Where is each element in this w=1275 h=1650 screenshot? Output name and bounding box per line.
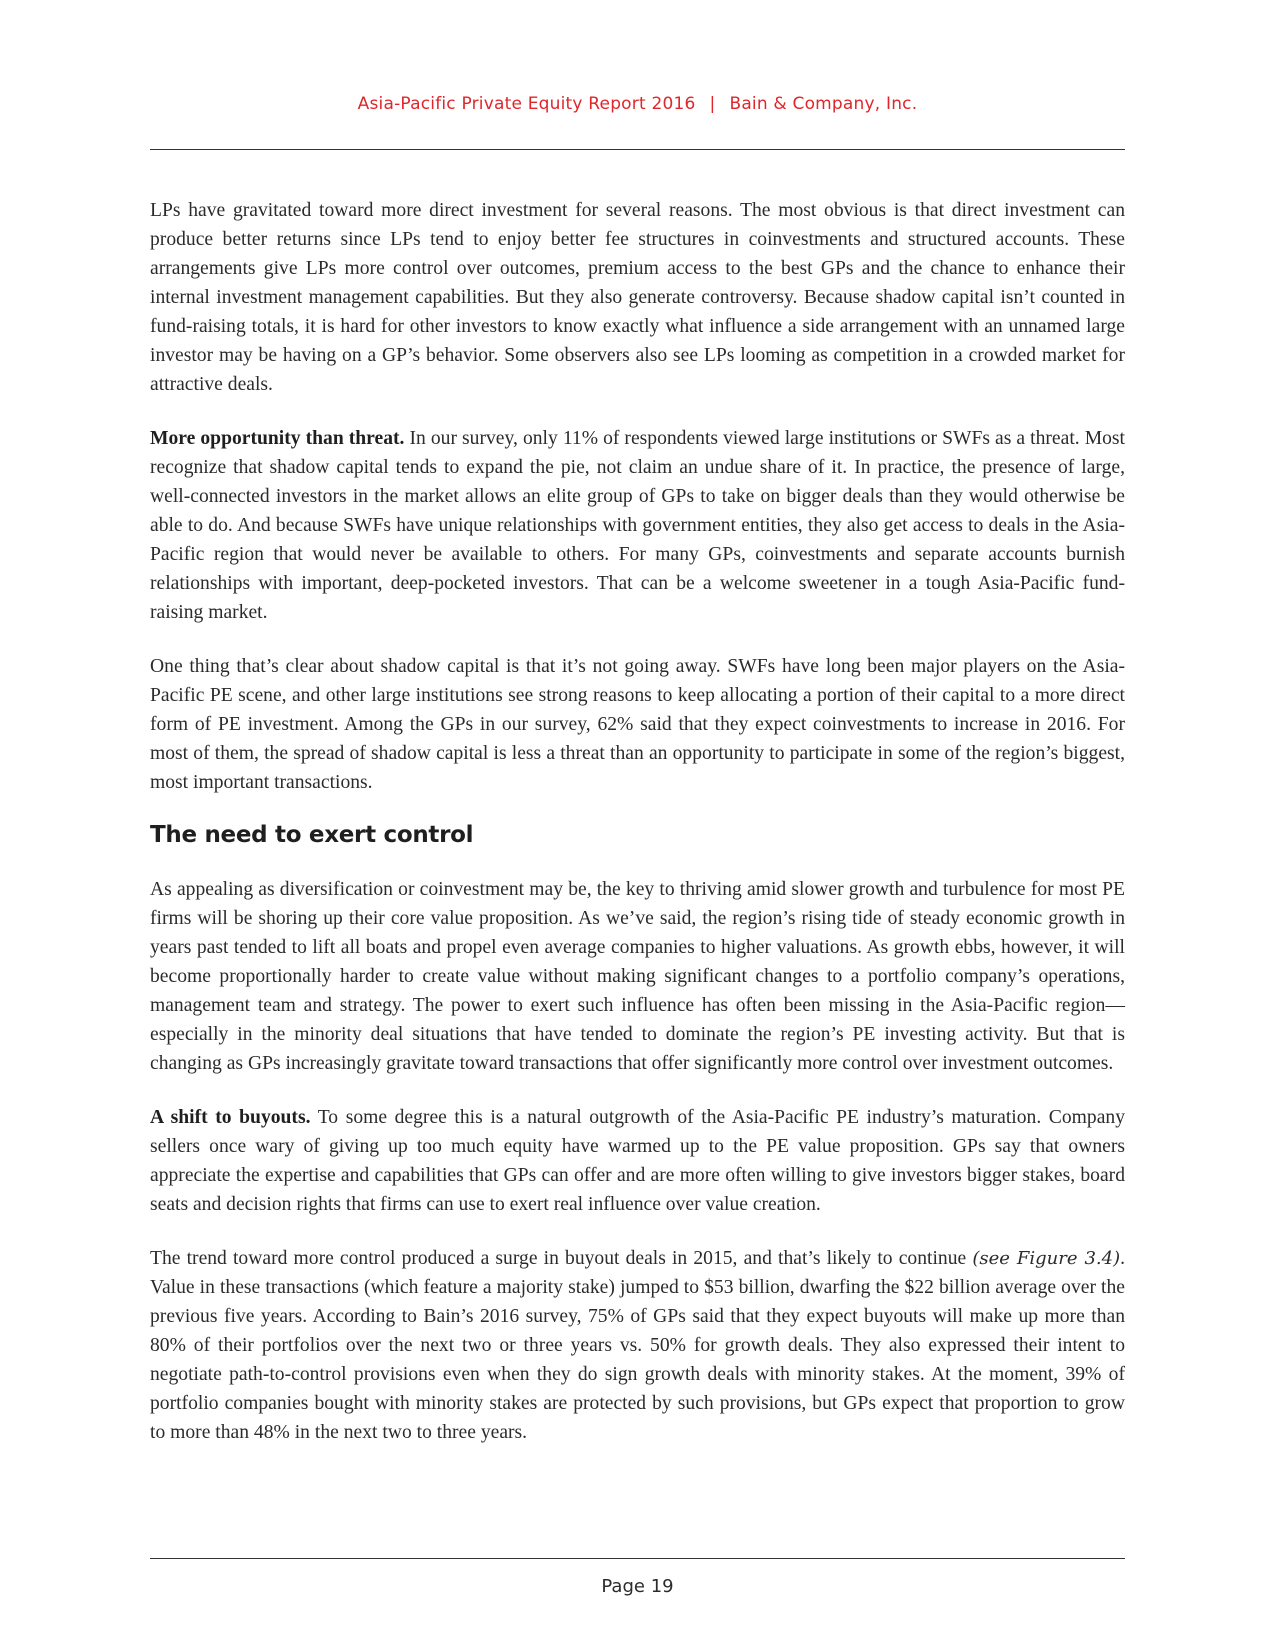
page-number: Page 19 — [601, 1576, 674, 1597]
paragraph-lp-direct-investment: LPs have gravitated toward more direct investment for several reasons. The most obvious is that direct investment can produce better returns since LPs tend to enjoy better fee structures in coinvestments and structured accounts. These arrangements give LPs more control over outcomes, premium access to the best GPs and the chance to enhance their internal investment management capabilities. But they also generate controversy. Because shadow capital isn’t counted in fund-raising totals, it is hard for other investors to know exactly what influence a side arrangement with an unnamed large investor may be having on a GP’s behavior. Some observers also see LPs looming as competition in a crowded market for attractive deals. — [150, 200, 1125, 395]
paragraph-text: In our survey, only 11% of respondents viewed large institutions or SWFs as a threat. Most recognize that shadow capital tends to expand the pie, not claim an undue share of it. In practice, the presence of large, well-connected investors in the market allows an elite group of GPs to take on bigger deals than they would otherwise be able to do. And because SWFs have unique relationships with government entities, they also get access to deals in the Asia-Pacific region that would never be available to others. For many GPs, coinvestments and separate accounts burnish relationships with important, deep-pocketed investors. That can be a welcome sweetener in a tough Asia-Pacific fund-raising market. — [150, 428, 1125, 623]
paragraph-text: To some degree this is a natural outgrowth of the Asia-Pacific PE industry’s maturation. Company sellers once wary of giving up too much equity have warmed up to the PE value proposition. GPs say that owners appreciate the expertise and capabilities that GPs can offer and are more often willing to give investors bigger stakes, board seats and decision rights that firms can use to exert real influence over value creation. — [150, 1107, 1125, 1215]
figure-reference: (see Figure 3.4) — [972, 1248, 1121, 1269]
section-heading: The need to exert control — [150, 822, 474, 848]
paragraph-shadow-capital: One thing that’s clear about shadow capital is that it’s not going away. SWFs have long been major players on the Asia-Pacific PE scene, and other large institutions see strong reasons to keep allocating a portion of their capital to a more direct form of PE investment. Among the GPs in our survey, 62% said that they expect coinvestments to increase in 2016. For most of them, the spread of shadow capital is less a threat than an opportunity to participate in some of the region’s biggest, most important transactions. — [150, 656, 1125, 793]
header-separator: | — [709, 94, 716, 114]
paragraph-text: . Value in these transactions (which feature a majority stake) jumped to $53 billion, dwarfing the $22 billion average over the previous five years. According to Bain’s 2016 survey, 75% of GPs said that they expect buyouts will make up more than 80% of their portfolios over the next two or three years vs. 50% for growth deals. They also expressed their intent to negotiate path-to-control provisions even when they do sign growth deals with minority stakes. At the moment, 39% of portfolio companies bought with minority stakes are protected by such provisions, but GPs expect that proportion to grow to more than 48% in the next two to three years. — [150, 1248, 1125, 1443]
paragraph-core-value: As appealing as diversification or coinvestment may be, the key to thriving amid slower growth and turbulence for most PE firms will be shoring up their core value proposition. As we’ve said, the region’s rising tide of steady economic growth in years past tended to lift all boats and propel even average companies to higher valuations. As growth ebbs, however, it will become proportionally harder to create value without making significant changes to a portfolio company’s operations, management team and strategy. The power to exert such influence has often been missing in the Asia-Pacific region—especially in the minority deal situations that have tended to dominate the region’s PE investing activity. But that is changing as GPs increasingly gravitate toward transactions that offer significantly more control over investment outcomes. — [150, 879, 1125, 1074]
header-divider — [150, 149, 1125, 150]
paragraph-buyout-trend — [150, 1244, 1125, 1447]
company-name: Bain & Company, Inc. — [729, 94, 918, 114]
run-in-heading-opportunity: More opportunity than threat. — [150, 428, 405, 449]
paragraph-text: The trend toward more control produced a surge in buyout deals in 2015, and that’s likely to continue — [150, 1248, 973, 1269]
body-content — [150, 196, 1125, 1472]
run-in-heading-buyouts: A shift to buyouts. — [150, 1107, 311, 1128]
paragraph-opportunity-threat — [150, 424, 1125, 627]
paragraph-shift-to-buyouts — [150, 1103, 1125, 1219]
running-header — [0, 94, 1275, 114]
report-title: Asia-Pacific Private Equity Report 2016 — [357, 94, 696, 114]
footer-divider — [150, 1558, 1125, 1559]
